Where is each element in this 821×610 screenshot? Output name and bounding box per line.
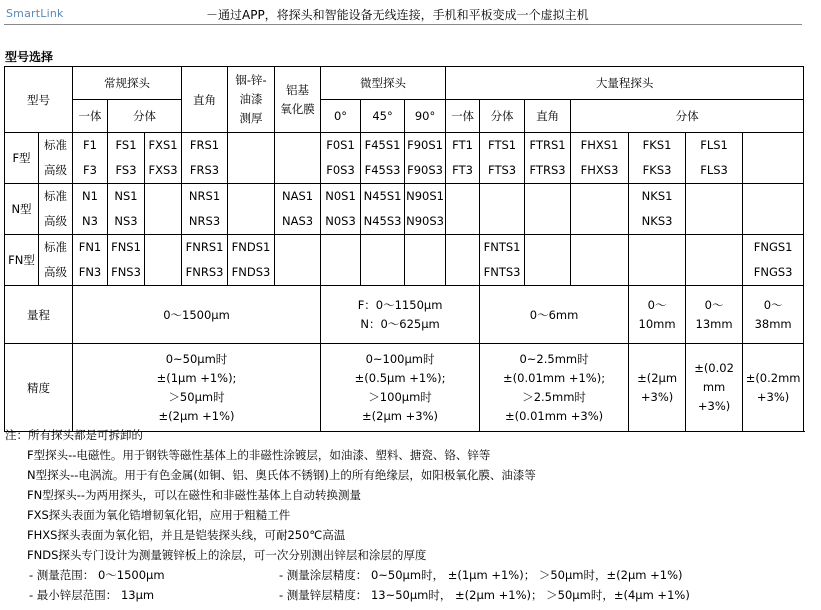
model-cell	[525, 235, 571, 286]
brand-logo-text: SmartLink	[6, 7, 64, 20]
model-cell: N0S1 N0S3	[321, 184, 361, 235]
model-cell	[361, 235, 405, 286]
model-cell	[686, 235, 743, 286]
model-cell	[686, 184, 743, 235]
measure-range: - 测量范围： 0～1500μm	[29, 568, 165, 582]
model-cell: FHXS1 FHXS3	[571, 133, 629, 184]
accuracy-label: 精度	[5, 344, 73, 432]
model-cell	[321, 235, 361, 286]
model-cell: F90S1 F90S3	[405, 133, 446, 184]
model-selection-table	[4, 66, 804, 432]
sub-split-3: 分体	[571, 100, 804, 133]
header-regular-probe: 常规探头	[73, 67, 182, 100]
model-cell	[405, 235, 446, 286]
accuracy-long-a: 0~2.5mm时 ±(0.01mm +1%); ＞2.5mm时 ±(0.01mm +3%)	[480, 344, 629, 432]
header-divider	[4, 24, 802, 25]
model-cell: NS1 NS3	[108, 184, 145, 235]
section-title: 型号选择	[5, 50, 54, 64]
range-regular: 0～1500μm	[73, 286, 321, 344]
header-micro-probe: 微型探头	[321, 67, 446, 100]
range-micro: F：0～1150μm N：0～625μm	[321, 286, 480, 344]
model-cell	[145, 184, 182, 235]
header-zn-fe-paint: 铟-锌- 油漆 测厚	[228, 67, 275, 133]
grade-label: 标准 高级	[39, 184, 73, 235]
model-cell: NRS1 NRS3	[182, 184, 228, 235]
header-straight: 直角	[182, 67, 228, 133]
header-slogan: －通过APP，将探头和智能设备无线连接，手机和平板变成一个虚拟主机	[206, 8, 589, 22]
sub-integral: 一体	[73, 100, 108, 133]
note-fhxs-probe: FHXS探头表面为氧化铝，并且是铠装探头线，可耐250℃高温	[27, 528, 346, 542]
model-cell	[743, 133, 804, 184]
type-fn-label: FN型	[5, 235, 39, 286]
accuracy-fks: ±(0.02 mm +3%)	[686, 344, 743, 432]
grade-label: 标准 高级	[39, 133, 73, 184]
range-label: 量程	[5, 286, 73, 344]
model-cell: FNDS1 FNDS3	[228, 235, 275, 286]
spec-row-2	[5, 585, 815, 605]
model-cell: FKS1 FKS3	[629, 133, 686, 184]
model-cell	[228, 133, 275, 184]
grade-label: 标准 高级	[39, 235, 73, 286]
notes-section	[5, 425, 815, 605]
model-cell: NAS1 NAS3	[275, 184, 321, 235]
model-cell: FNS1 FNS3	[108, 235, 145, 286]
coating-accuracy: - 测量涂层精度： 0~50μm时， ±(1μm +1%)； ＞50μm时，±(2μm +1%)	[279, 568, 683, 582]
model-cell: FRS1 FRS3	[182, 133, 228, 184]
model-cell	[145, 235, 182, 286]
model-cell	[228, 184, 275, 235]
header-long-range-probe: 大量程探头	[446, 67, 804, 100]
range-long-a: 0～6mm	[480, 286, 629, 344]
model-cell: FS1 FS3	[108, 133, 145, 184]
accuracy-fls-fngs: ±(0.2mm +3%)	[743, 344, 804, 432]
model-cell: FNTS1 FNTS3	[480, 235, 525, 286]
model-cell	[743, 184, 804, 235]
note-fn-probe: FN型探头--为两用探头，可以在磁性和非磁性基体上自动转换测量	[27, 488, 362, 502]
model-cell: FNGS1 FNGS3	[743, 235, 804, 286]
model-cell: F0S1 F0S3	[321, 133, 361, 184]
model-cell: F1 F3	[73, 133, 108, 184]
type-f-label: F型	[5, 133, 39, 184]
model-cell	[275, 235, 321, 286]
model-cell: F45S1 F45S3	[361, 133, 405, 184]
sub-integral-2: 一体	[446, 100, 480, 133]
range-fks: 0～ 13mm	[686, 286, 743, 344]
accuracy-micro: 0~100μm时 ±(0.5μm +1%); ＞100μm时 ±(2μm +3%)	[321, 344, 480, 432]
note-removable: 注：所有探头都是可拆卸的	[5, 428, 143, 442]
model-cell: FT1 FT3	[446, 133, 480, 184]
model-cell	[629, 235, 686, 286]
model-cell: FLS1 FLS3	[686, 133, 743, 184]
spec-row-1	[5, 565, 815, 585]
zinc-accuracy: - 测量锌层精度： 13~50μm时， ±(2μm +1%)； ＞50μm时，±(4μm +1%)	[279, 588, 690, 602]
type-n-label: N型	[5, 184, 39, 235]
sub-straight-2: 直角	[525, 100, 571, 133]
note-fxs-probe: FXS探头表面为氧化锆增韧氧化铝，应用于粗糙工件	[27, 508, 291, 522]
range-fhxs: 0～ 10mm	[629, 286, 686, 344]
note-fnds-probe: FNDS探头专门设计为测量镀锌板上的涂层，可一次分别测出锌层和涂层的厚度	[27, 548, 427, 562]
model-cell	[446, 235, 480, 286]
accuracy-fhxs: ±(2μm +3%)	[629, 344, 686, 432]
model-cell: FNRS1 FNRS3	[182, 235, 228, 286]
model-cell: FXS1 FXS3	[145, 133, 182, 184]
model-cell: FTS1 FTS3	[480, 133, 525, 184]
range-fls: 0～ 38mm	[743, 286, 804, 344]
model-cell	[525, 184, 571, 235]
sub-90deg: 90°	[405, 100, 446, 133]
note-f-probe: F型探头--电磁性。用于钢铁等磁性基体上的非磁性涂镀层，如油漆、塑料、搪瓷、铬、锌等	[27, 448, 491, 462]
model-cell: NKS1 NKS3	[629, 184, 686, 235]
sub-split-2: 分体	[480, 100, 525, 133]
model-cell: FTRS1 FTRS3	[525, 133, 571, 184]
note-n-probe: N型探头--电涡流。用于有色金属(如铜、铝、奥氏体不锈钢)上的所有绝缘层，如阳极氧化膜、油漆等	[27, 468, 536, 482]
model-cell	[571, 235, 629, 286]
sub-0deg: 0°	[321, 100, 361, 133]
model-cell: N1 N3	[73, 184, 108, 235]
min-zinc-range: - 最小锌层范围： 13μm	[29, 588, 155, 602]
model-cell	[446, 184, 480, 235]
model-cell	[480, 184, 525, 235]
model-cell: N45S1 N45S3	[361, 184, 405, 235]
model-cell	[571, 184, 629, 235]
sub-45deg: 45°	[361, 100, 405, 133]
model-cell: FN1 FN3	[73, 235, 108, 286]
sub-split: 分体	[108, 100, 182, 133]
header-al-oxide: 铝基 氧化膜	[275, 67, 321, 133]
accuracy-regular: 0~50μm时 ±(1μm +1%); ＞50μm时 ±(2μm +1%)	[73, 344, 321, 432]
header-model: 型号	[5, 67, 73, 133]
model-cell: N90S1 N90S3	[405, 184, 446, 235]
model-cell	[275, 133, 321, 184]
